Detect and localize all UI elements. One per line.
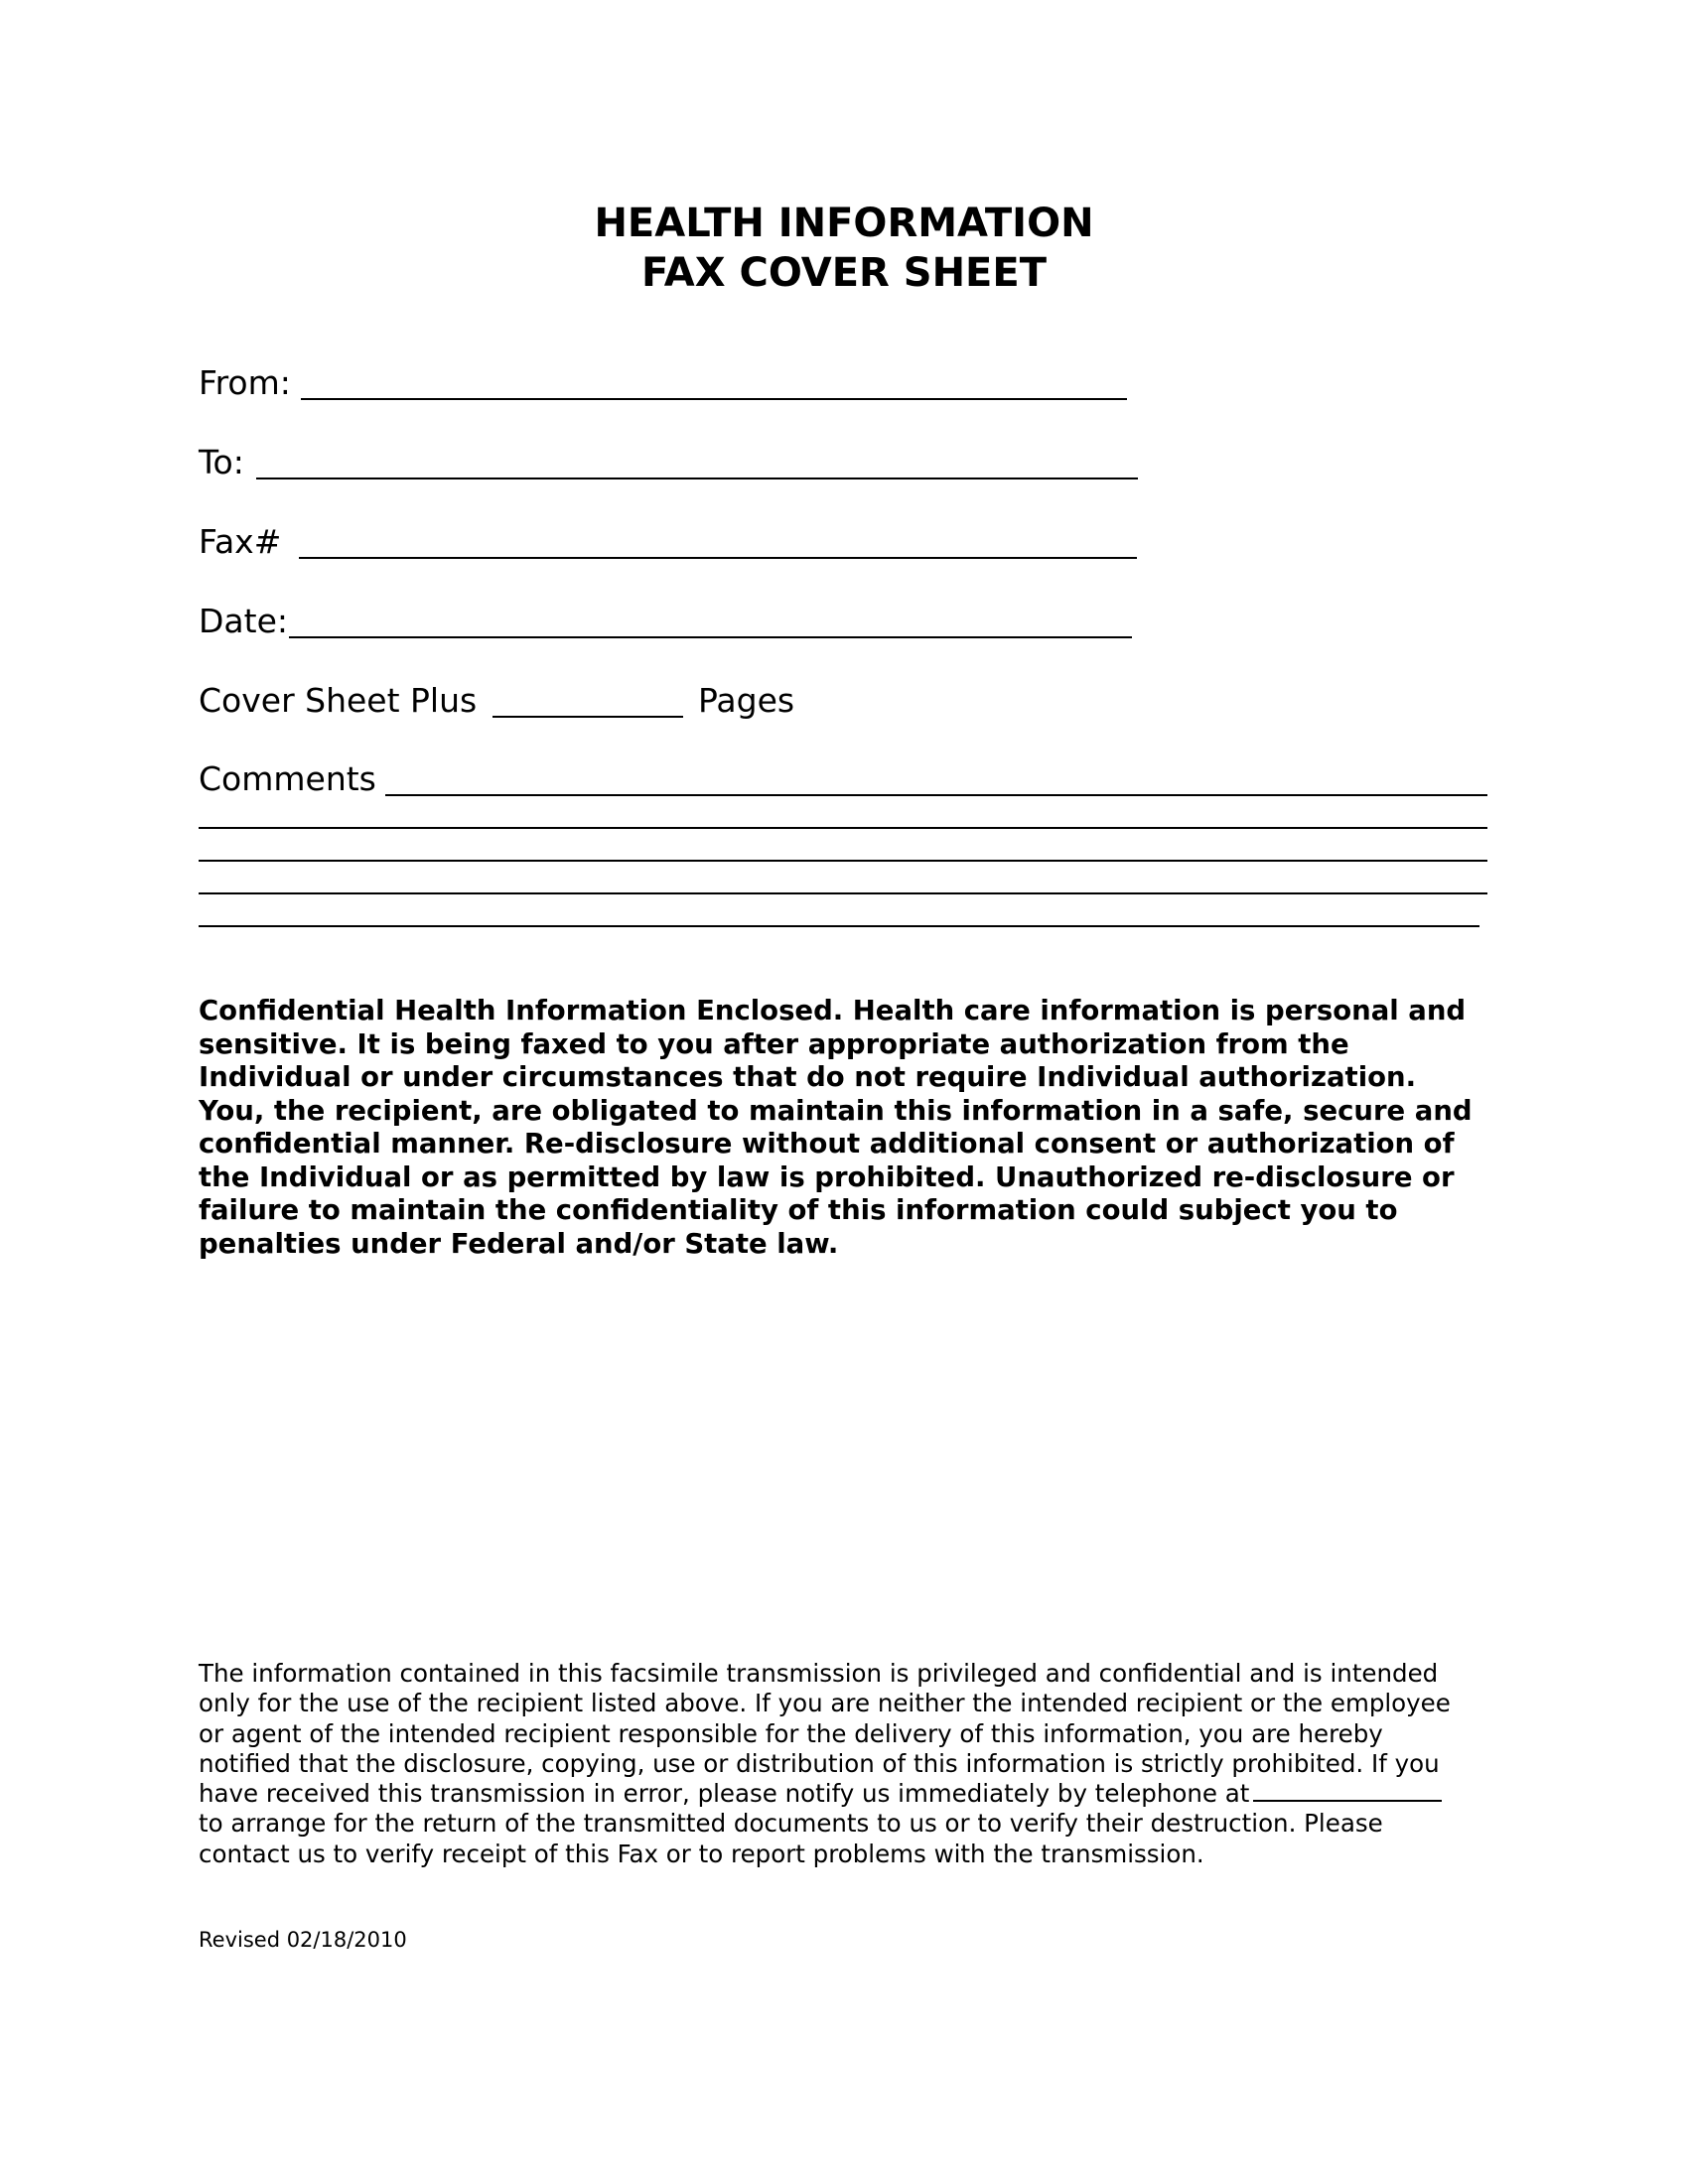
disclaimer-text-part-1: The information contained in this facsimile transmission is privileged and confidential and is intended only for the use of the recipient listed above. If you are neither the intended recipient or the employee or agent of the intended recipient responsible for the delivery of this information, you are hereby notified that the disclosure, copying, use or distribution of this information is strictly prohibited. If you have received this transmission in error, please notify us immediately by telephone at — [199, 1659, 1451, 1809]
comments-label: Comments — [199, 759, 376, 798]
title-line-2: FAX COVER SHEET — [641, 250, 1047, 296]
date-label: Date: — [199, 602, 288, 640]
comments-field-line-1[interactable] — [385, 794, 1487, 796]
fax-label: Fax# — [199, 522, 282, 561]
fax-field-line[interactable] — [299, 557, 1137, 559]
comments-field-line-2[interactable] — [199, 827, 1487, 829]
date-field-line[interactable] — [289, 636, 1132, 638]
comments-field-line-4[interactable] — [199, 892, 1487, 894]
disclaimer-text-part-2: to arrange for the return of the transmitted documents to us or to verify their destruction. Please contact us to verify receipt of this Fax or to report problems with the transmission. — [199, 1809, 1383, 1868]
comments-field-line-3[interactable] — [199, 860, 1487, 862]
from-field-line[interactable] — [301, 398, 1127, 400]
title-line-1: HEALTH INFORMATION — [594, 201, 1094, 246]
from-label: From: — [199, 363, 291, 402]
to-field-line[interactable] — [256, 478, 1138, 479]
revision-date: Revised 02/18/2010 — [199, 1928, 407, 1952]
cover-sheet-plus-label: Cover Sheet Plus — [199, 681, 478, 720]
pages-label: Pages — [698, 681, 795, 720]
facsimile-disclaimer — [199, 1659, 1489, 1869]
comments-field-line-5[interactable] — [199, 925, 1479, 927]
page-count-field-line[interactable] — [492, 716, 683, 718]
confidentiality-notice: Confidential Health Information Enclosed. Health care information is personal and sensitive. It is being faxed to you after appropriate authorization from the Individual or under circumstances that do not require Individual authorization. You, the recipient, are obligated to maintain this information in a safe, secure and confidential manner. Re-disclosure without additional consent or authorization of the Individual or as permitted by law is prohibited. Unauthorized re-disclosure or failure to maintain the confidentiality of this information could subject you to penalties under Federal and/or State law. — [199, 995, 1473, 1260]
telephone-blank-line[interactable] — [1253, 1782, 1442, 1802]
to-label: To: — [199, 443, 244, 481]
